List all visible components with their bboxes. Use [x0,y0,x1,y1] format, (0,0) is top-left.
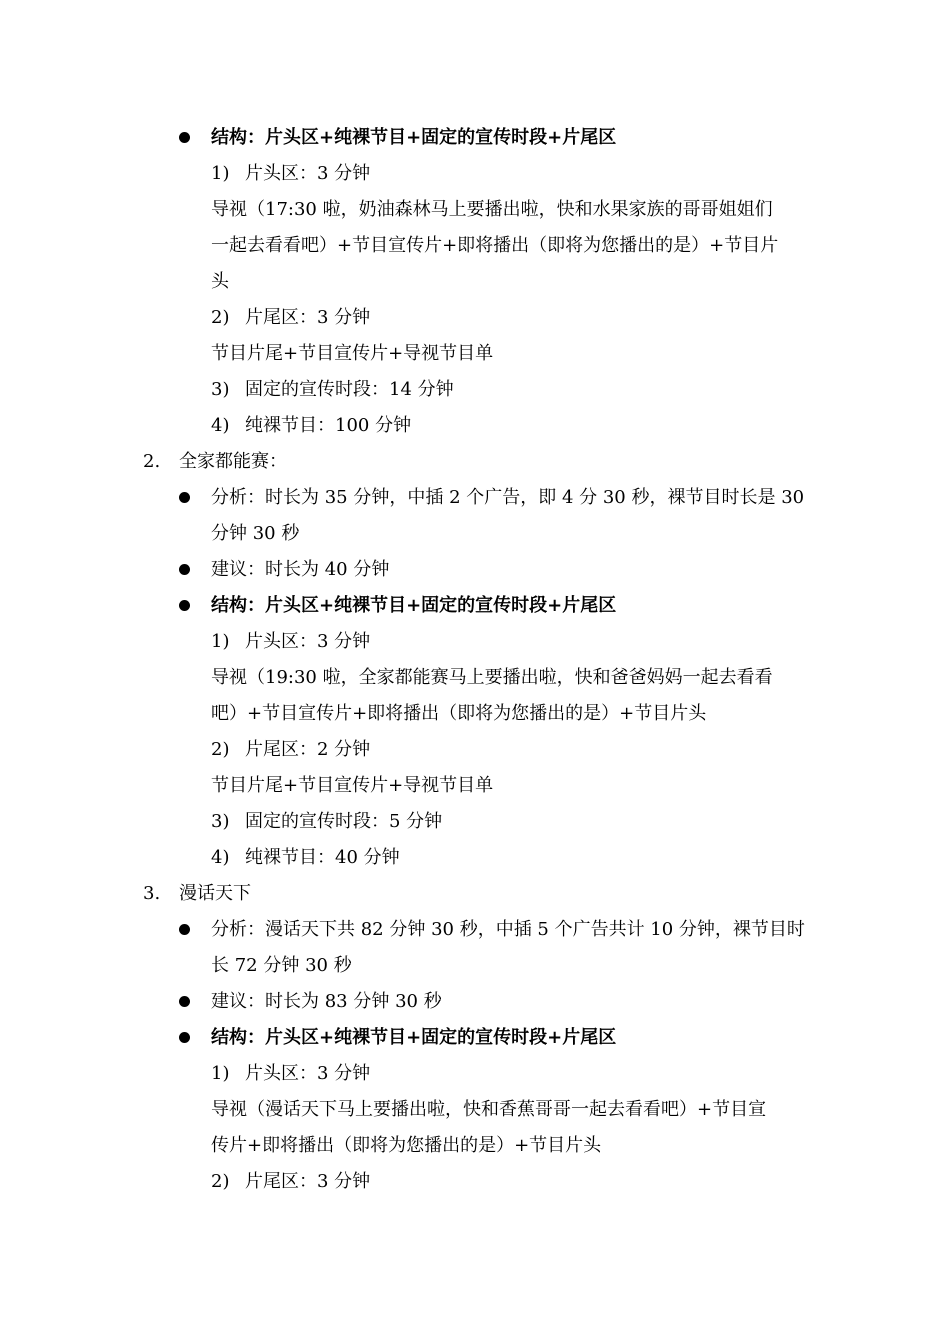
bullet-text: 分析：漫话天下共 82 分钟 30 秒，中插 5 个广告共计 10 分钟，裸节目时 [211,919,805,940]
structure-heading: 结构：片头区+纯裸节目+固定的宣传时段+片尾区 [211,1027,617,1048]
bullet-text: 分析：时长为 35 分钟，中插 2 个广告，即 4 分 30 秒，裸节目时长是 30 [211,487,805,508]
sub-item-marker: 2) [211,1171,230,1192]
sub-item-text: 片尾区：3 分钟 [245,307,371,328]
bullet-icon [179,492,190,503]
bullet-icon [179,600,190,611]
sub-item-marker: 1) [211,163,230,184]
sub-item-marker: 3) [211,379,230,400]
paragraph-line: 传片+即将播出（即将为您播出的是）+节目片头 [211,1135,602,1156]
sub-item-text: 片尾区：2 分钟 [245,739,371,760]
paragraph-line: 长 72 分钟 30 秒 [211,955,352,976]
sub-item-text: 固定的宣传时段：5 分钟 [245,811,443,832]
bullet-icon [179,1032,190,1043]
section-number: 2. [143,451,161,472]
bullet-icon [179,924,190,935]
sub-item-marker: 4) [211,847,230,868]
paragraph-line: 导视（漫话天下马上要播出啦，快和香蕉哥哥一起去看看吧）+节目宣 [211,1099,767,1120]
sub-item-marker: 2) [211,739,230,760]
paragraph-line: 导视（19:30 啦，全家都能赛马上要播出啦，快和爸爸妈妈一起去看看 [211,667,773,688]
section-title: 漫话天下 [179,883,251,904]
sub-item-text: 纯裸节目：100 分钟 [245,415,412,436]
sub-item-text: 片头区：3 分钟 [245,1063,371,1084]
paragraph-line: 一起去看看吧）+节目宣传片+即将播出（即将为您播出的是）+节目片 [211,235,779,256]
sub-item-marker: 1) [211,631,230,652]
paragraph-line: 节目片尾+节目宣传片+导视节目单 [211,775,494,796]
sub-item-marker: 3) [211,811,230,832]
paragraph-line: 导视（17:30 啦，奶油森林马上要播出啦，快和水果家族的哥哥姐姐们 [211,199,773,220]
sub-item-marker: 1) [211,1063,230,1084]
bullet-icon [179,996,190,1007]
paragraph-line: 头 [211,271,229,292]
paragraph-line: 分钟 30 秒 [211,523,300,544]
bullet-icon [179,132,190,143]
section-number: 3. [143,883,161,904]
sub-item-text: 片尾区：3 分钟 [245,1171,371,1192]
paragraph-line: 吧）+节目宣传片+即将播出（即将为您播出的是）+节目片头 [211,703,707,724]
sub-item-text: 片头区：3 分钟 [245,163,371,184]
bullet-text: 建议：时长为 83 分钟 30 秒 [211,991,442,1012]
structure-heading: 结构：片头区+纯裸节目+固定的宣传时段+片尾区 [211,595,617,616]
sub-item-marker: 2) [211,307,230,328]
sub-item-marker: 4) [211,415,230,436]
sub-item-text: 片头区：3 分钟 [245,631,371,652]
sub-item-text: 纯裸节目：40 分钟 [245,847,400,868]
paragraph-line: 节目片尾+节目宣传片+导视节目单 [211,343,494,364]
bullet-text: 建议：时长为 40 分钟 [211,559,390,580]
section-title: 全家都能赛： [179,451,287,472]
sub-item-text: 固定的宣传时段：14 分钟 [245,379,454,400]
bullet-icon [179,564,190,575]
structure-heading: 结构：片头区+纯裸节目+固定的宣传时段+片尾区 [211,127,617,148]
